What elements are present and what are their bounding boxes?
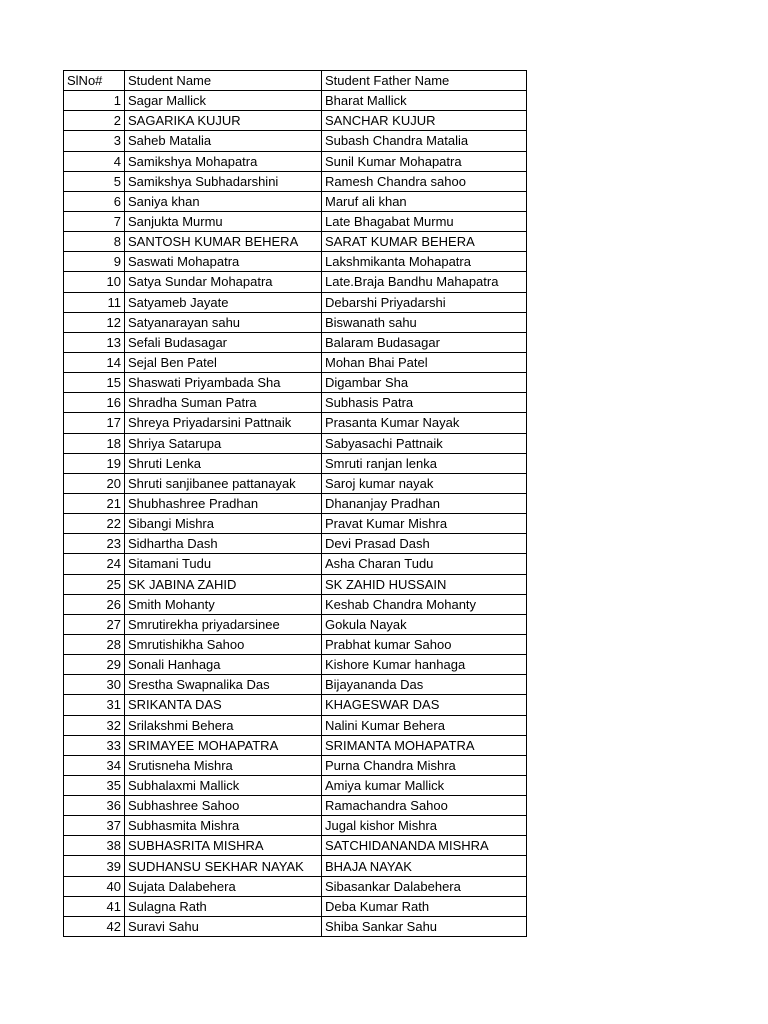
slno-cell: 26 (64, 594, 125, 614)
father-name-cell: Bijayananda Das (322, 675, 527, 695)
father-name-cell: Sibasankar Dalabehera (322, 876, 527, 896)
student-name-cell: Saswati Mohapatra (125, 252, 322, 272)
table-row (64, 755, 527, 775)
student-name-cell: Subhasmita Mishra (125, 816, 322, 836)
table-row (64, 332, 527, 352)
table-row (64, 574, 527, 594)
father-name-cell: Subash Chandra Matalia (322, 131, 527, 151)
slno-cell: 9 (64, 252, 125, 272)
table-row (64, 816, 527, 836)
slno-cell: 40 (64, 876, 125, 896)
father-name-cell: Debarshi Priyadarshi (322, 292, 527, 312)
table-row (64, 473, 527, 493)
father-name-cell: Bharat Mallick (322, 91, 527, 111)
table-row (64, 232, 527, 252)
student-name-cell: Satyameb Jayate (125, 292, 322, 312)
student-name-cell: SUBHASRITA MISHRA (125, 836, 322, 856)
slno-cell: 41 (64, 896, 125, 916)
student-name-cell: Sibangi Mishra (125, 514, 322, 534)
student-name-cell: Sujata Dalabehera (125, 876, 322, 896)
father-name-cell: Mohan Bhai Patel (322, 352, 527, 372)
table-row (64, 735, 527, 755)
father-name-cell: Gokula Nayak (322, 614, 527, 634)
table-row (64, 796, 527, 816)
student-name-cell: SRIKANTA DAS (125, 695, 322, 715)
student-name-cell: Subhashree Sahoo (125, 796, 322, 816)
student-name-cell: Shaswati Priyambada Sha (125, 373, 322, 393)
student-name-cell: Suravi Sahu (125, 916, 322, 936)
table-row (64, 675, 527, 695)
father-name-cell: Ramesh Chandra sahoo (322, 171, 527, 191)
father-name-cell: Pravat Kumar Mishra (322, 514, 527, 534)
student-name-cell: Sitamani Tudu (125, 554, 322, 574)
student-name-cell: Satyanarayan sahu (125, 312, 322, 332)
student-name-cell: SANTOSH KUMAR BEHERA (125, 232, 322, 252)
table-row (64, 896, 527, 916)
slno-cell: 6 (64, 191, 125, 211)
student-name-cell: Srutisneha Mishra (125, 755, 322, 775)
student-name-cell: Satya Sundar Mohapatra (125, 272, 322, 292)
father-name-cell: SARAT KUMAR BEHERA (322, 232, 527, 252)
student-name-cell: Sonali Hanhaga (125, 655, 322, 675)
slno-cell: 5 (64, 171, 125, 191)
slno-cell: 33 (64, 735, 125, 755)
father-name-cell: SATCHIDANANDA MISHRA (322, 836, 527, 856)
table-row (64, 453, 527, 473)
table-row (64, 916, 527, 936)
slno-cell: 17 (64, 413, 125, 433)
slno-cell: 31 (64, 695, 125, 715)
slno-cell: 16 (64, 393, 125, 413)
table-row (64, 554, 527, 574)
header-father-name: Student Father Name (322, 71, 527, 91)
table-row (64, 433, 527, 453)
table-row (64, 111, 527, 131)
student-name-cell: Sulagna Rath (125, 896, 322, 916)
table-row (64, 352, 527, 372)
slno-cell: 13 (64, 332, 125, 352)
table-row (64, 614, 527, 634)
father-name-cell: Prasanta Kumar Nayak (322, 413, 527, 433)
father-name-cell: Jugal kishor Mishra (322, 816, 527, 836)
father-name-cell: Nalini Kumar Behera (322, 715, 527, 735)
father-name-cell: Shiba Sankar Sahu (322, 916, 527, 936)
table-row (64, 131, 527, 151)
slno-cell: 29 (64, 655, 125, 675)
student-table (63, 70, 527, 937)
father-name-cell: SK ZAHID HUSSAIN (322, 574, 527, 594)
slno-cell: 15 (64, 373, 125, 393)
slno-cell: 18 (64, 433, 125, 453)
table-row (64, 171, 527, 191)
student-name-cell: Shradha Suman Patra (125, 393, 322, 413)
slno-cell: 19 (64, 453, 125, 473)
slno-cell: 39 (64, 856, 125, 876)
slno-cell: 35 (64, 775, 125, 795)
father-name-cell: Lakshmikanta Mohapatra (322, 252, 527, 272)
student-name-cell: Sagar Mallick (125, 91, 322, 111)
slno-cell: 4 (64, 151, 125, 171)
table-row (64, 312, 527, 332)
table-row (64, 655, 527, 675)
slno-cell: 42 (64, 916, 125, 936)
student-name-cell: Samikshya Subhadarshini (125, 171, 322, 191)
father-name-cell: Devi Prasad Dash (322, 534, 527, 554)
table-row (64, 413, 527, 433)
table-row (64, 252, 527, 272)
father-name-cell: Purna Chandra Mishra (322, 755, 527, 775)
father-name-cell: Digambar Sha (322, 373, 527, 393)
slno-cell: 30 (64, 675, 125, 695)
student-name-cell: Saheb Matalia (125, 131, 322, 151)
student-name-cell: Shriya Satarupa (125, 433, 322, 453)
student-name-cell: Srilakshmi Behera (125, 715, 322, 735)
slno-cell: 23 (64, 534, 125, 554)
slno-cell: 37 (64, 816, 125, 836)
student-name-cell: Smrutishikha Sahoo (125, 634, 322, 654)
student-name-cell: Shruti Lenka (125, 453, 322, 473)
table-row (64, 775, 527, 795)
slno-cell: 1 (64, 91, 125, 111)
slno-cell: 27 (64, 614, 125, 634)
student-name-cell: Smrutirekha priyadarsinee (125, 614, 322, 634)
father-name-cell: Kishore Kumar hanhaga (322, 655, 527, 675)
table-row (64, 715, 527, 735)
table-row (64, 151, 527, 171)
father-name-cell: Balaram Budasagar (322, 332, 527, 352)
father-name-cell: Dhananjay Pradhan (322, 493, 527, 513)
table-row (64, 91, 527, 111)
father-name-cell: KHAGESWAR DAS (322, 695, 527, 715)
father-name-cell: Ramachandra Sahoo (322, 796, 527, 816)
table-row (64, 534, 527, 554)
table-row (64, 272, 527, 292)
father-name-cell: Sabyasachi Pattnaik (322, 433, 527, 453)
student-name-cell: Sidhartha Dash (125, 534, 322, 554)
table-row (64, 191, 527, 211)
father-name-cell: Smruti ranjan lenka (322, 453, 527, 473)
student-name-cell: SK JABINA ZAHID (125, 574, 322, 594)
table-row (64, 493, 527, 513)
father-name-cell: BHAJA NAYAK (322, 856, 527, 876)
table-row (64, 634, 527, 654)
student-name-cell: Srestha Swapnalika Das (125, 675, 322, 695)
table-row (64, 292, 527, 312)
slno-cell: 8 (64, 232, 125, 252)
table-header-row (64, 71, 527, 91)
father-name-cell: Biswanath sahu (322, 312, 527, 332)
slno-cell: 25 (64, 574, 125, 594)
student-name-cell: Smith Mohanty (125, 594, 322, 614)
student-name-cell: SRIMAYEE MOHAPATRA (125, 735, 322, 755)
table-row (64, 211, 527, 231)
slno-cell: 38 (64, 836, 125, 856)
table-row (64, 876, 527, 896)
table-row (64, 594, 527, 614)
father-name-cell: Late.Braja Bandhu Mahapatra (322, 272, 527, 292)
table-row (64, 695, 527, 715)
student-name-cell: Shubhashree Pradhan (125, 493, 322, 513)
slno-cell: 12 (64, 312, 125, 332)
slno-cell: 21 (64, 493, 125, 513)
father-name-cell: Keshab Chandra Mohanty (322, 594, 527, 614)
table-row (64, 856, 527, 876)
slno-cell: 2 (64, 111, 125, 131)
slno-cell: 14 (64, 352, 125, 372)
slno-cell: 20 (64, 473, 125, 493)
father-name-cell: Sunil Kumar Mohapatra (322, 151, 527, 171)
table-body (64, 91, 527, 937)
slno-cell: 34 (64, 755, 125, 775)
slno-cell: 11 (64, 292, 125, 312)
slno-cell: 32 (64, 715, 125, 735)
table-row (64, 514, 527, 534)
slno-cell: 3 (64, 131, 125, 151)
father-name-cell: Asha Charan Tudu (322, 554, 527, 574)
table-row (64, 393, 527, 413)
table-row (64, 373, 527, 393)
father-name-cell: Maruf ali khan (322, 191, 527, 211)
father-name-cell: Subhasis Patra (322, 393, 527, 413)
slno-cell: 7 (64, 211, 125, 231)
slno-cell: 28 (64, 634, 125, 654)
student-name-cell: Sefali Budasagar (125, 332, 322, 352)
slno-cell: 24 (64, 554, 125, 574)
father-name-cell: Deba Kumar Rath (322, 896, 527, 916)
father-name-cell: Late Bhagabat Murmu (322, 211, 527, 231)
student-name-cell: Sejal Ben Patel (125, 352, 322, 372)
father-name-cell: SANCHAR KUJUR (322, 111, 527, 131)
student-name-cell: Shruti sanjibanee pattanayak (125, 473, 322, 493)
father-name-cell: Amiya kumar Mallick (322, 775, 527, 795)
student-name-cell: SUDHANSU SEKHAR NAYAK (125, 856, 322, 876)
student-name-cell: Subhalaxmi Mallick (125, 775, 322, 795)
slno-cell: 22 (64, 514, 125, 534)
student-name-cell: Shreya Priyadarsini Pattnaik (125, 413, 322, 433)
student-name-cell: SAGARIKA KUJUR (125, 111, 322, 131)
student-name-cell: Saniya khan (125, 191, 322, 211)
student-name-cell: Samikshya Mohapatra (125, 151, 322, 171)
slno-cell: 36 (64, 796, 125, 816)
father-name-cell: SRIMANTA MOHAPATRA (322, 735, 527, 755)
header-student-name: Student Name (125, 71, 322, 91)
slno-cell: 10 (64, 272, 125, 292)
father-name-cell: Prabhat kumar Sahoo (322, 634, 527, 654)
student-name-cell: Sanjukta Murmu (125, 211, 322, 231)
header-slno: SlNo# (64, 71, 125, 91)
father-name-cell: Saroj kumar nayak (322, 473, 527, 493)
table-row (64, 836, 527, 856)
